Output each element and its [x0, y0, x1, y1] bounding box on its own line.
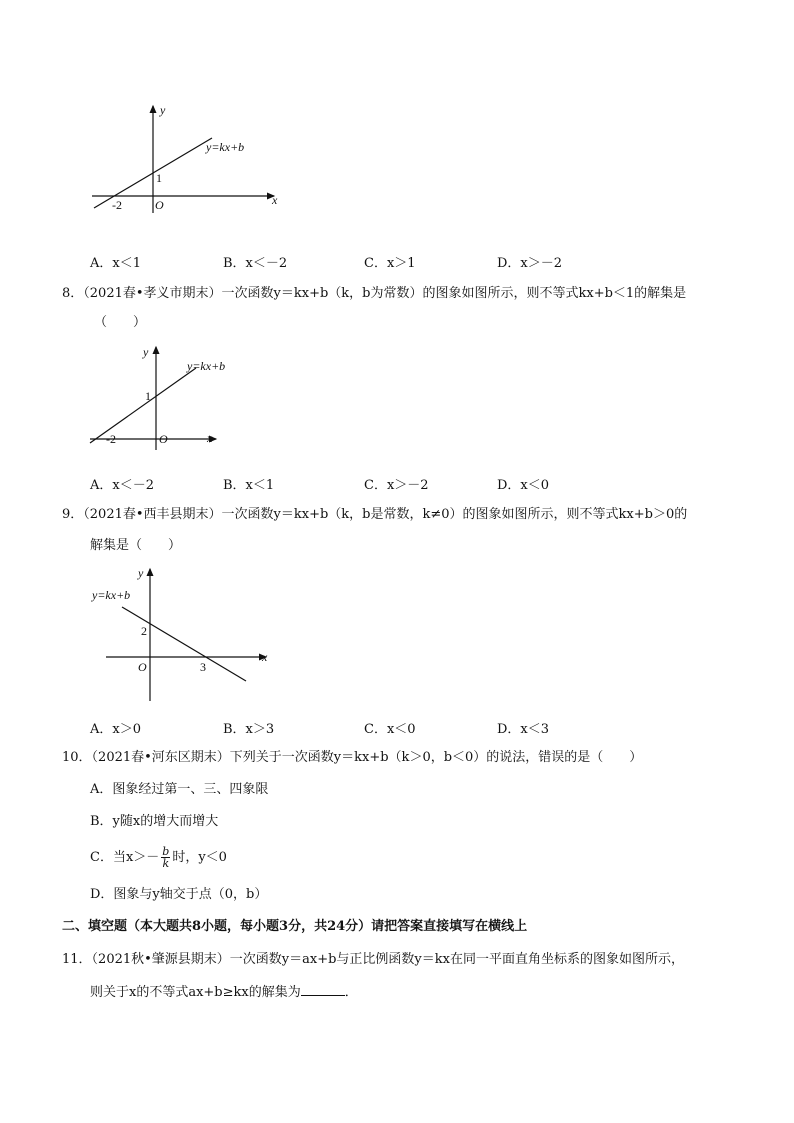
section-heading: 二、填空题（本大题共8小题，每小题3分，共24分）请把答案直接填写在横线上 — [62, 919, 528, 934]
q9-option-b[interactable]: B．x＞3 — [223, 722, 275, 737]
q10-option-c-pre: C．当x＞－ — [90, 850, 160, 865]
q8-option-c[interactable]: C．x＞－2 — [364, 478, 429, 493]
line-label: y=kx+b — [187, 359, 226, 373]
y-axis-label: y — [160, 103, 166, 117]
origin-label: O — [159, 432, 168, 446]
fraction-denominator: k — [162, 857, 170, 870]
line-label: y=kx+b — [206, 140, 245, 154]
q7-option-b[interactable]: B．x＜－2 — [223, 256, 288, 271]
q10-option-c[interactable] — [90, 846, 227, 869]
y-intercept-label: 2 — [141, 624, 147, 638]
q10-option-b[interactable]: B．y随x的增大而增大 — [90, 814, 219, 829]
q9-option-a[interactable]: A．x＞0 — [90, 722, 141, 737]
q8-stem: 8．（2021春•孝义市期末）一次函数y＝kx+b（k，b为常数）的图象如图所示，则不等式kx+b＜1的解集是 — [62, 286, 687, 301]
q9-stem: 9．（2021春•西丰县期末）一次函数y＝kx+b（k，b是常数，k≠0）的图象如图所示，则不等式kx+b＞0的 — [62, 507, 688, 522]
fraction-numerator: b — [162, 845, 170, 858]
origin-label: O — [138, 660, 147, 674]
q10-option-a[interactable]: A．图象经过第一、三、四象限 — [90, 782, 269, 797]
q9-graph — [88, 565, 278, 705]
q9-stem-cont: 解集是（ ） — [90, 538, 182, 553]
x-intercept-label: 3 — [200, 660, 206, 674]
q8-option-b[interactable]: B．x＜1 — [223, 478, 275, 493]
x-intercept-label: -2 — [106, 432, 116, 446]
q8-graph — [86, 342, 236, 450]
q8-option-a[interactable]: A．x＜－2 — [90, 478, 154, 493]
y-axis-label: y — [138, 566, 144, 580]
q11-text: 则关于x的不等式ax+b≥kx的解集为 — [90, 985, 301, 1000]
q11-period: ． — [344, 985, 358, 1000]
q8-option-d[interactable]: D．x＜0 — [497, 478, 550, 493]
q7-option-c[interactable]: C．x＞1 — [364, 256, 416, 271]
x-axis-label: x — [262, 650, 268, 664]
fraction-b-over-k — [161, 846, 170, 869]
x-axis-label: x — [207, 431, 213, 445]
q9-option-c[interactable]: C．x＜0 — [364, 722, 416, 737]
q7-option-d[interactable]: D．x＞－2 — [497, 256, 563, 271]
x-axis-label: x — [272, 193, 278, 207]
q10-stem: 10．（2021春•河东区期末）下列关于一次函数y＝kx+b（k＞0，b＜0）的说法，错误的是（ ） — [62, 750, 643, 765]
x-intercept-label: -2 — [112, 198, 122, 212]
y-axis-label: y — [143, 345, 149, 359]
q7-option-a[interactable]: A．x＜1 — [90, 256, 141, 271]
q8-stem-cont: （ ） — [94, 315, 147, 330]
y-intercept-label: 1 — [145, 389, 151, 403]
answer-blank[interactable] — [301, 983, 345, 996]
q9-option-d[interactable]: D．x＜3 — [497, 722, 550, 737]
y-intercept-label: 1 — [156, 171, 162, 185]
q11-stem: 11．（2021秋•肇源县期末）一次函数y＝ax+b与正比例函数y＝kx在同一平面直角坐标系的图象如图所示， — [62, 952, 684, 967]
q10-option-c-post: 时，y＜0 — [172, 850, 227, 865]
line-label: y=kx+b — [92, 588, 131, 602]
q7-graph — [88, 100, 288, 215]
origin-label: O — [155, 198, 164, 212]
q10-option-d[interactable]: D．图象与y轴交于点（0，b） — [90, 887, 268, 902]
q11-stem-cont — [90, 983, 358, 1003]
